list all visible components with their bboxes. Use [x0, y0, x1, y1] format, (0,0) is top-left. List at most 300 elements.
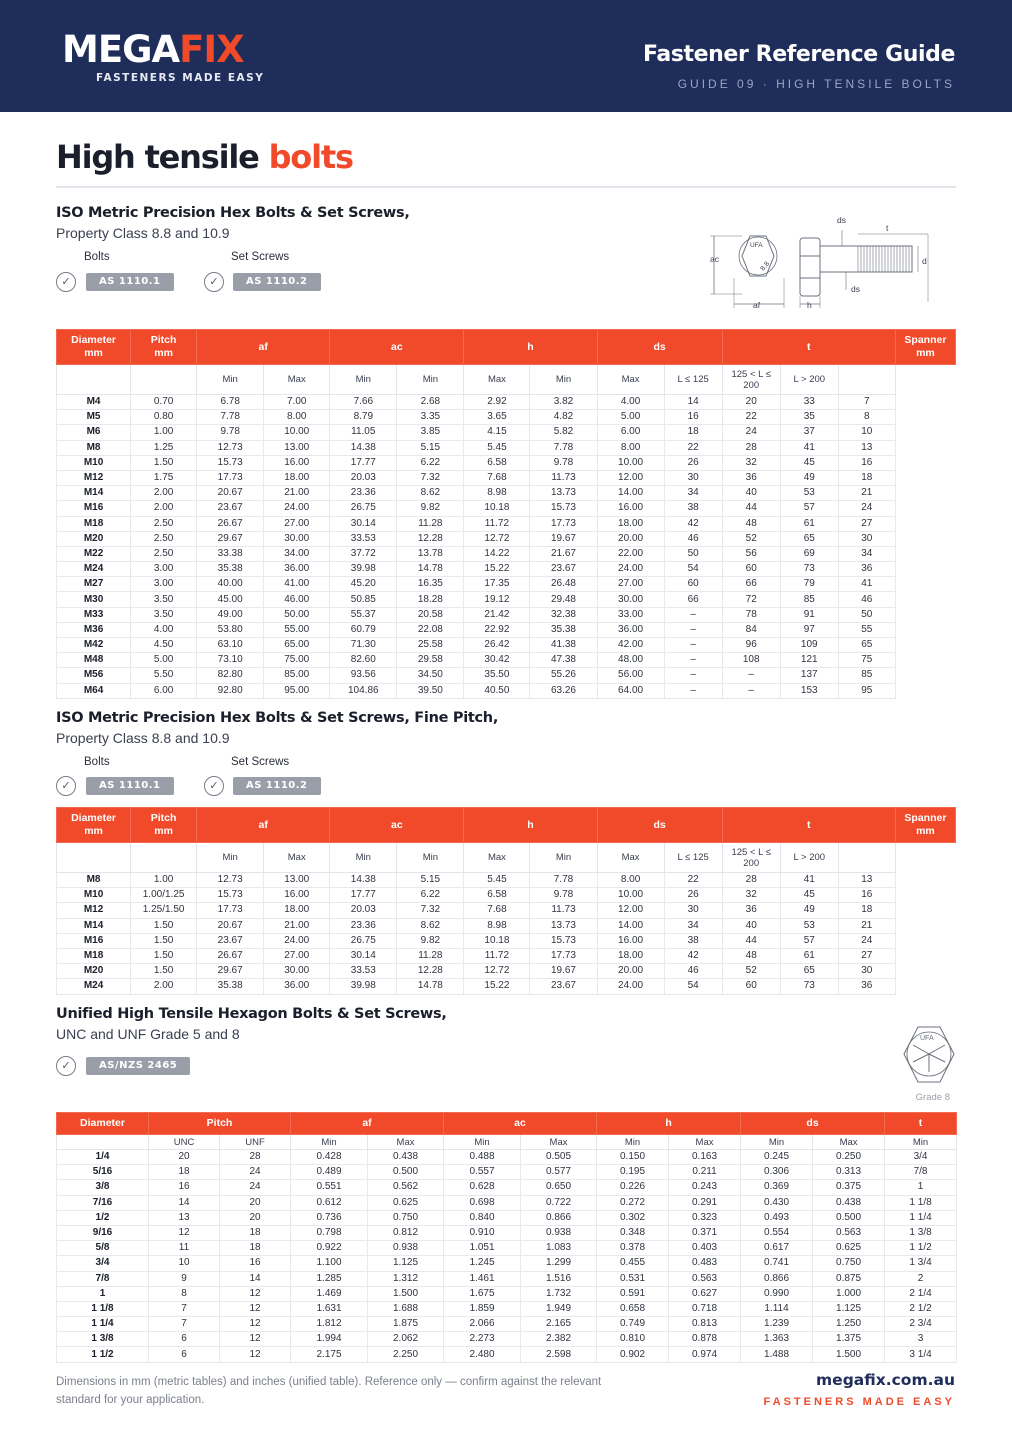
table-cell: 0.718: [669, 1301, 741, 1316]
table-cell: 27.00: [597, 577, 664, 592]
table-cell: 16: [149, 1180, 220, 1195]
table-cell: 2.250: [368, 1347, 444, 1362]
table-cell: 95: [838, 683, 895, 698]
table-cell: 0.698: [444, 1195, 521, 1210]
table-cell: 14.38: [330, 440, 397, 455]
table-cell: 53.80: [197, 622, 264, 637]
table-cell: 18: [149, 1165, 220, 1180]
diagram-label-ds: ds: [837, 215, 846, 225]
table-cell: 39.98: [330, 562, 397, 577]
table-cell: 0.483: [669, 1256, 741, 1271]
table-cell: 5.00: [131, 653, 197, 668]
table-cell: 0.627: [669, 1286, 741, 1301]
table-body: [57, 1150, 957, 1363]
table-cell-empty: [895, 455, 955, 470]
table-row: [57, 964, 956, 979]
table-cell: 29.67: [197, 531, 264, 546]
table-cell: 30.00: [264, 964, 330, 979]
table-cell: 20.03: [330, 903, 397, 918]
table-cell: –: [722, 683, 780, 698]
table-row: [57, 516, 956, 531]
diagram-label-grade: 8.8: [759, 260, 772, 273]
table-cell: 23.67: [197, 501, 264, 516]
table-cell: 7: [838, 395, 895, 410]
table-cell: 1 1/8: [885, 1195, 957, 1210]
table-cell: 11.73: [530, 903, 597, 918]
table-cell: 0.750: [813, 1256, 885, 1271]
table-cell: 41.00: [264, 577, 330, 592]
table-header-row: [57, 330, 956, 365]
table-cell: 41: [838, 577, 895, 592]
bolt-dimension-diagram-icon: [700, 212, 940, 314]
table-cell: 0.612: [291, 1195, 368, 1210]
table-cell: –: [664, 638, 722, 653]
table-cell: 13.73: [530, 918, 597, 933]
table-row: [57, 979, 956, 994]
table-cell: 23.36: [330, 486, 397, 501]
table-cell: 56.00: [597, 668, 664, 683]
table-cell: 0.323: [669, 1210, 741, 1225]
row-size-cell: M33: [57, 607, 131, 622]
table-cell: 0.866: [521, 1210, 597, 1225]
row-size-cell: M24: [57, 562, 131, 577]
table-cell: 1.516: [521, 1271, 597, 1286]
table-cell: 12: [220, 1317, 291, 1332]
row-size-cell: 1/4: [57, 1150, 149, 1165]
table-cell: 8.98: [464, 918, 530, 933]
table-cell: 1 3/8: [885, 1225, 957, 1240]
table-cell: 85: [838, 668, 895, 683]
subheader-cell-empty: [895, 365, 955, 395]
table-cell: 30.00: [264, 531, 330, 546]
table-cell: 10: [838, 425, 895, 440]
table-cell: 48: [722, 516, 780, 531]
table-cell: 0.313: [813, 1165, 885, 1180]
table-cell: 7.68: [464, 903, 530, 918]
row-size-cell: M18: [57, 516, 131, 531]
table-cell: 5.00: [597, 410, 664, 425]
table-cell: 1.50: [131, 933, 197, 948]
table-row: [57, 395, 956, 410]
table-cell: 11.73: [530, 470, 597, 485]
table-cell: 46.00: [264, 592, 330, 607]
table-row: [57, 607, 956, 622]
table-cell: 26: [664, 888, 722, 903]
subheader-cell: UNF: [220, 1135, 291, 1150]
table-cell: 0.302: [597, 1210, 669, 1225]
table-cell: 20.00: [597, 964, 664, 979]
table-cell: 82.80: [197, 668, 264, 683]
table-cell: 1.363: [741, 1332, 813, 1347]
row-size-cell: M14: [57, 918, 131, 933]
row-size-cell: M12: [57, 903, 131, 918]
table-cell: 1.75: [131, 470, 197, 485]
table-cell-empty: [895, 395, 955, 410]
table-cell: 2.50: [131, 516, 197, 531]
table-cell: 23.36: [330, 918, 397, 933]
section2-bolts-label: Bolts: [84, 756, 110, 768]
table-row: [57, 470, 956, 485]
table-body: [57, 395, 956, 699]
table-cell: 53: [780, 918, 838, 933]
unified-table: [56, 1112, 957, 1363]
table-cell: 3: [885, 1332, 957, 1347]
table-cell: 0.551: [291, 1180, 368, 1195]
table-cell: 0.617: [741, 1241, 813, 1256]
table-cell: 11.72: [464, 948, 530, 963]
table-cell: 0.990: [741, 1286, 813, 1301]
table-row: [57, 683, 956, 698]
table-cell: 0.625: [813, 1241, 885, 1256]
table-cell: 16: [664, 410, 722, 425]
logo-wordmark: [62, 30, 264, 70]
table-cell: 2.598: [521, 1347, 597, 1362]
subheader-cell: Max: [464, 365, 530, 395]
table-cell: 24.00: [264, 501, 330, 516]
table-cell: 0.80: [131, 410, 197, 425]
table-cell: 4.15: [464, 425, 530, 440]
logo-tagline: FASTENERS MADE EASY: [96, 72, 265, 84]
table-cell: 20: [220, 1195, 291, 1210]
row-size-cell: M14: [57, 486, 131, 501]
table-cell: 0.430: [741, 1195, 813, 1210]
table-cell: 137: [780, 668, 838, 683]
table-cell: 13: [838, 873, 895, 888]
table-cell: 28: [220, 1150, 291, 1165]
table-cell: 13.78: [397, 546, 464, 561]
table-cell: 12.00: [597, 470, 664, 485]
subheader-cell: Min: [885, 1135, 957, 1150]
table-cell: 12: [220, 1347, 291, 1362]
table-cell: 17.73: [197, 903, 264, 918]
table-cell: 2 1/4: [885, 1286, 957, 1301]
table-cell: 34.50: [397, 668, 464, 683]
table-cell: 2.175: [291, 1347, 368, 1362]
table-cell: 93.56: [330, 668, 397, 683]
header-bar: [0, 0, 1012, 112]
table-cell: 96: [722, 638, 780, 653]
table-cell: 65: [838, 638, 895, 653]
table-cell: 36: [838, 562, 895, 577]
row-size-cell: 1 1/8: [57, 1301, 149, 1316]
table-cell: 18.00: [597, 948, 664, 963]
table-cell: 2.382: [521, 1332, 597, 1347]
table-cell: 3.85: [397, 425, 464, 440]
diagram-label-h: h: [807, 300, 812, 310]
table-cell: 30: [838, 964, 895, 979]
table-cell: 1.50: [131, 964, 197, 979]
col-diameter: Diameter mm: [57, 808, 131, 843]
row-size-cell: 1 3/8: [57, 1332, 149, 1347]
table-cell-empty: [895, 622, 955, 637]
table-cell: 26.48: [530, 577, 597, 592]
table-cell: 0.243: [669, 1180, 741, 1195]
table-cell: 20.03: [330, 470, 397, 485]
table-cell: 39.50: [397, 683, 464, 698]
row-size-cell: M12: [57, 470, 131, 485]
subheader-cell: [838, 365, 895, 395]
table-cell: 109: [780, 638, 838, 653]
table-cell-empty: [895, 888, 955, 903]
grade-caption: Grade 8: [915, 1092, 950, 1103]
table-cell-empty: [895, 638, 955, 653]
table-row: [57, 1241, 957, 1256]
check-icon: ✓: [204, 776, 224, 796]
table-cell: 14: [149, 1195, 220, 1210]
table-body: [57, 873, 956, 995]
table-cell: 26.75: [330, 501, 397, 516]
table-cell: 0.348: [597, 1225, 669, 1240]
table-cell: 27: [838, 516, 895, 531]
table-cell: 0.195: [597, 1165, 669, 1180]
logo-main: MEGA: [62, 28, 180, 71]
standard-badge-unified: AS/NZS 2465: [86, 1057, 190, 1075]
subheader-cell: Min: [444, 1135, 521, 1150]
col-diameter: Diameter: [57, 1113, 149, 1135]
table-cell: 0.658: [597, 1301, 669, 1316]
row-size-cell: M6: [57, 425, 131, 440]
table-cell: 85: [780, 592, 838, 607]
table-cell: 7.68: [464, 470, 530, 485]
table-cell: 2.273: [444, 1332, 521, 1347]
table-row: [57, 562, 956, 577]
table-row: [57, 577, 956, 592]
table-row: [57, 1210, 957, 1225]
table-cell: 29.58: [397, 653, 464, 668]
table-cell: 0.245: [741, 1150, 813, 1165]
table-cell: 0.840: [444, 1210, 521, 1225]
table-cell: 49.00: [197, 607, 264, 622]
table-cell: 24: [838, 933, 895, 948]
marking-ufa: UFA: [920, 1035, 934, 1042]
subheader-cell-empty: [895, 843, 955, 873]
table-row: [57, 486, 956, 501]
table-cell: 0.438: [368, 1150, 444, 1165]
table-cell: 1.488: [741, 1347, 813, 1362]
table-cell: 73: [780, 562, 838, 577]
table-cell: 0.563: [813, 1225, 885, 1240]
table-cell-empty: [895, 948, 955, 963]
subheader-cell: Max: [264, 843, 330, 873]
footer-tagline: FASTENERS MADE EASY: [763, 1396, 955, 1408]
table-cell: 52: [722, 531, 780, 546]
table-cell: 40: [722, 918, 780, 933]
table-cell: 10.00: [597, 888, 664, 903]
table-cell: 0.272: [597, 1195, 669, 1210]
table-cell: 1 1/4: [885, 1210, 957, 1225]
table-cell: 0.489: [291, 1165, 368, 1180]
table-cell: 49: [780, 903, 838, 918]
logo-accent: FIX: [179, 28, 244, 71]
table-row: [57, 653, 956, 668]
row-size-cell: M16: [57, 933, 131, 948]
table-cell: 61: [780, 948, 838, 963]
table-cell: 33.53: [330, 531, 397, 546]
table-cell: 0.505: [521, 1150, 597, 1165]
row-size-cell: M8: [57, 440, 131, 455]
row-size-cell: 3/4: [57, 1256, 149, 1271]
table-cell: 60: [722, 562, 780, 577]
table-cell: 0.866: [741, 1271, 813, 1286]
subheader-cell: L > 200: [780, 365, 838, 395]
table-cell: 24: [722, 425, 780, 440]
table-cell: 17.73: [197, 470, 264, 485]
table-cell: 10: [149, 1256, 220, 1271]
table-cell: 18.28: [397, 592, 464, 607]
table-cell: 8: [838, 410, 895, 425]
table-cell: 20: [722, 395, 780, 410]
table-cell: 1.00/1.25: [131, 888, 197, 903]
table-cell-empty: [895, 501, 955, 516]
col-h: h: [464, 808, 597, 843]
col-pitch: Pitch mm: [131, 808, 197, 843]
table-cell: 22.08: [397, 622, 464, 637]
table-cell: 1 1/2: [885, 1241, 957, 1256]
row-size-cell: M20: [57, 531, 131, 546]
table-cell: 7.66: [330, 395, 397, 410]
table-cell: 32: [722, 455, 780, 470]
standard-badge-bolts: AS 1110.1: [86, 273, 174, 291]
table-cell-empty: [895, 410, 955, 425]
table-cell: 0.369: [741, 1180, 813, 1195]
table-cell: 5.15: [397, 440, 464, 455]
table-cell: 30.00: [597, 592, 664, 607]
table-cell: 37: [780, 425, 838, 440]
table-cell: 5.15: [397, 873, 464, 888]
table-cell-empty: [895, 470, 955, 485]
row-size-cell: M56: [57, 668, 131, 683]
table-cell: 14: [664, 395, 722, 410]
table-cell: 34.00: [264, 546, 330, 561]
table-cell: 57: [780, 501, 838, 516]
table-cell: 10.00: [264, 425, 330, 440]
table-cell: 14.78: [397, 979, 464, 994]
table-row: [57, 546, 956, 561]
table-cell: 1.00: [131, 425, 197, 440]
table-cell: 21.00: [264, 486, 330, 501]
table-cell: 40: [722, 486, 780, 501]
table-cell: 15.73: [197, 888, 264, 903]
subheader-cell: Min: [291, 1135, 368, 1150]
table-subheader-row: [57, 1135, 957, 1150]
col-t: t: [885, 1113, 957, 1135]
footer-note: Dimensions in mm (metric tables) and inches (unified table). Reference only — confirm against the relevant standard for your application.: [56, 1376, 602, 1406]
table-cell: 0.750: [368, 1210, 444, 1225]
table-cell: 1.994: [291, 1332, 368, 1347]
table-cell: 61: [780, 516, 838, 531]
standard-badge-screws: AS 1110.2: [233, 777, 321, 795]
table-cell: 50.00: [264, 607, 330, 622]
table-cell: 26.42: [464, 638, 530, 653]
subheader-cell: Min: [397, 365, 464, 395]
table-cell: 13: [838, 440, 895, 455]
table-cell: 1.675: [444, 1286, 521, 1301]
row-size-cell: 7/8: [57, 1271, 149, 1286]
table-cell-empty: [895, 486, 955, 501]
table-cell: 24: [220, 1165, 291, 1180]
table-cell: 42: [664, 516, 722, 531]
table-cell: 22: [664, 873, 722, 888]
diagram-label-t: t: [886, 223, 889, 233]
row-size-cell: M24: [57, 979, 131, 994]
table-cell: 35: [780, 410, 838, 425]
table-cell: 54: [664, 562, 722, 577]
table-cell: 5.82: [530, 425, 597, 440]
table-cell: 92.80: [197, 683, 264, 698]
table-cell: 108: [722, 653, 780, 668]
table-cell: 0.500: [368, 1165, 444, 1180]
table-cell: 35.38: [530, 622, 597, 637]
table-cell: 37.72: [330, 546, 397, 561]
table-row: [57, 531, 956, 546]
table-cell: –: [664, 622, 722, 637]
table-cell: 0.938: [368, 1241, 444, 1256]
row-size-cell: M22: [57, 546, 131, 561]
table-cell: 13: [149, 1210, 220, 1225]
table-cell: 0.562: [368, 1180, 444, 1195]
table-cell: 1.949: [521, 1301, 597, 1316]
table-cell-empty: [895, 516, 955, 531]
megafix-logo[interactable]: [62, 30, 264, 84]
table-cell: 0.378: [597, 1241, 669, 1256]
subheader-cell: [57, 365, 131, 395]
row-size-cell: M36: [57, 622, 131, 637]
col-spanner: Spanner mm: [895, 330, 955, 365]
subheader-cell: Max: [264, 365, 330, 395]
table-cell: 44: [722, 501, 780, 516]
table-header-row: [57, 808, 956, 843]
table-cell: 27: [838, 948, 895, 963]
table-cell: 21: [838, 918, 895, 933]
table-cell: 8.00: [264, 410, 330, 425]
table-row: [57, 501, 956, 516]
table-cell: 1.732: [521, 1286, 597, 1301]
table-cell: 33.00: [597, 607, 664, 622]
table-cell: 22: [664, 440, 722, 455]
table-cell: 16.00: [597, 933, 664, 948]
table-cell: 6.22: [397, 455, 464, 470]
table-cell: 50: [838, 607, 895, 622]
table-cell: 10.18: [464, 933, 530, 948]
row-size-cell: M5: [57, 410, 131, 425]
section3-subheading: UNC and UNF Grade 5 and 8: [56, 1026, 240, 1042]
table-cell: 1.239: [741, 1317, 813, 1332]
subheader-cell: [131, 843, 197, 873]
table-cell: 1.875: [368, 1317, 444, 1332]
subheader-cell: Max: [368, 1135, 444, 1150]
check-icon: ✓: [204, 272, 224, 292]
footer-website-link[interactable]: megafix.com.au: [816, 1371, 955, 1389]
subheader-cell: Min: [530, 843, 597, 873]
table-cell: 66: [722, 577, 780, 592]
row-size-cell: 5/16: [57, 1165, 149, 1180]
table-cell: 1.50: [131, 948, 197, 963]
table-cell: 7: [149, 1317, 220, 1332]
table-cell: 1.125: [368, 1256, 444, 1271]
table-cell: 1.250: [813, 1317, 885, 1332]
table-cell: 47.38: [530, 653, 597, 668]
table-cell: 55.37: [330, 607, 397, 622]
table-cell: 45.20: [330, 577, 397, 592]
col-t: t: [722, 330, 895, 365]
table-cell: 60: [664, 577, 722, 592]
table-cell: 75.00: [264, 653, 330, 668]
table-cell: 2 1/2: [885, 1301, 957, 1316]
table-cell: 0.371: [669, 1225, 741, 1240]
table-subheader-row: [57, 843, 956, 873]
table-cell: 4.50: [131, 638, 197, 653]
table-cell: 1.375: [813, 1332, 885, 1347]
